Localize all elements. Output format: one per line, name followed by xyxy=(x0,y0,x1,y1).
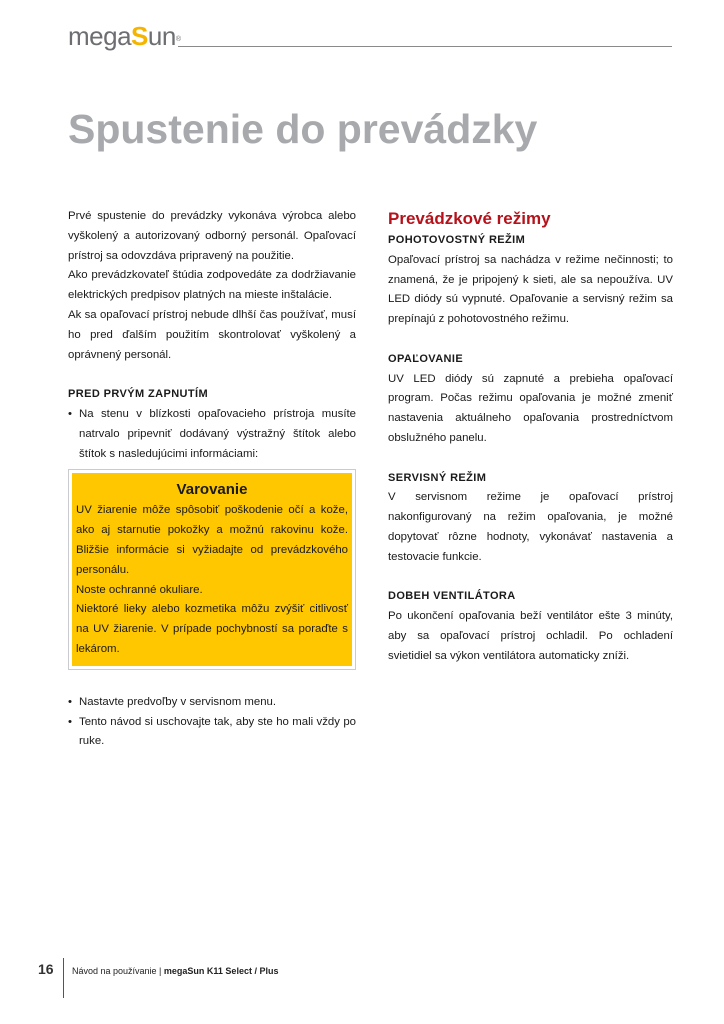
pre-start-list xyxy=(68,405,356,464)
final-list xyxy=(68,693,356,752)
left-column xyxy=(68,207,356,752)
logo-prefix: mega xyxy=(68,21,132,51)
intro-paragraph: Ak sa opaľovací prístroj nebude dlhší čas používať, musí ho pred ďalším použitím skontrolovať vyškolený a oprávnený personál. xyxy=(68,308,356,361)
mode-text-service: V servisnom režime je opaľovací prístroj nakonfigurovaný na režim opaľovania, je možné dopytovať rôzne hodnoty, vykonávať nastavenia a testovacie funkcie. xyxy=(388,491,673,563)
page-number: 16 xyxy=(38,961,54,977)
right-column xyxy=(388,207,673,667)
intro-paragraph: Ako prevádzkovateľ štúdia zodpovedáte za dodržiavanie elektrických predpisov platných na mieste inštalácie. xyxy=(68,269,356,302)
mode-text-tanning: UV LED diódy sú zapnuté a prebieha opaľovací program. Počas režimu opaľovania je možné zmeniť nastavenia aktuálneho opaľovania prostredníctvom obslužného panelu. xyxy=(388,372,673,444)
warning-text: Niektoré lieky alebo kozmetika môžu zvýšiť citlivosť na UV žiarenie. V prípade pochybností sa poraďte s lekárom. xyxy=(76,603,348,655)
mode-heading-standby: POHOTOVOSTNÝ REŽIM xyxy=(388,234,526,246)
footer-caption xyxy=(72,966,278,976)
header-divider xyxy=(178,46,672,47)
brand-logo xyxy=(68,20,180,52)
warning-text: Noste ochranné okuliare. xyxy=(76,583,203,596)
list-item: • Tento návod si uschovajte tak, aby ste ho mali vždy po ruke. xyxy=(68,713,356,753)
manual-label: Návod na používanie | xyxy=(72,966,164,976)
pre-start-heading: PRED PRVÝM ZAPNUTÍM xyxy=(68,388,209,401)
mode-heading-service: SERVISNÝ REŽIM xyxy=(388,471,487,484)
logo-highlight: S xyxy=(131,21,148,51)
footer-divider xyxy=(63,958,64,998)
logo-suffix: un xyxy=(147,21,176,51)
product-name: megaSun K11 Select / Plus xyxy=(163,966,279,976)
list-item: • Nastavte predvoľby v servisnom menu. xyxy=(68,693,356,713)
page-title: Spustenie do prevádzky xyxy=(68,106,538,152)
warning-box xyxy=(68,469,356,669)
registered-mark: ® xyxy=(175,36,181,43)
mode-heading-fan: DOBEH VENTILÁTORA xyxy=(388,590,516,603)
mode-text-standby: Opaľovací prístroj sa nachádza v režime nečinnosti; to znamená, že je pripojený k sieti, ale sa nepoužíva. UV LED diódy sú vypnuté. Opaľovanie a servisný režim sa prepínajú z pohotovostného režimu. xyxy=(388,253,673,326)
intro-paragraph: Prvé spustenie do prevádzky vykonáva výrobca alebo vyškolený a autorizovaný odborný personál. Opaľovací prístroj sa odovzdáva pripravený na použitie. xyxy=(68,210,356,262)
list-item: • Na stenu v blízkosti opaľovacieho prístroja musíte natrvalo pripevniť dodávaný výstražný štítok alebo štítok s nasledujúcimi informáciami: xyxy=(68,405,356,464)
mode-text-fan: Po ukončení opaľovania beží ventilátor ešte 3 minúty, aby sa opaľovací prístroj ochladil. Po ochladení svietidiel sa výkon ventilátora automaticky zníži. xyxy=(388,610,673,662)
warning-text: UV žiarenie môže spôsobiť poškodenie očí a kože, ako aj starnutie pokožky a možnú rakovinu kože. Bližšie informácie si vyžiadajte od prevádzkového personálu. xyxy=(76,504,348,576)
mode-heading-tanning: OPAĽOVANIE xyxy=(388,352,464,365)
warning-title: Varovanie xyxy=(176,481,248,499)
section-title: Prevádzkové režimy xyxy=(388,209,551,228)
